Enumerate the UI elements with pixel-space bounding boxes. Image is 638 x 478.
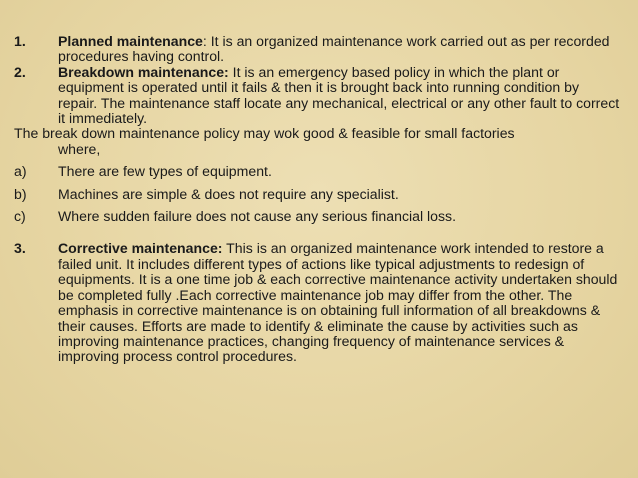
paragraph-line: The break down maintenance policy may wok good & feasible for small factories	[14, 125, 515, 142]
sub-marker: c)	[14, 208, 26, 225]
definition-text: It is an organized maintenance work carried out as per recorded procedures having control.	[58, 33, 610, 65]
definition-text: This is an organized maintenance work intended to restore a failed unit. It includes different types of actions like typical adjustments to redesign of equipments. It is a one time job & each corrective maintenance activity undertaken should be completed fully .Each corrective maintenance job may differ from the other. The emphasis in corrective maintenance is on obtaining full information of all breakdowns & their causes. Efforts are made to identify & eliminate the cause by activities such as improving maintenance practices, changing frequency of maintenance services & improving process control procedures.	[58, 240, 618, 365]
paragraph-line: where,	[58, 140, 101, 157]
slide-content	[14, 34, 620, 365]
sub-item-text: Machines are simple & does not require any specialist.	[58, 185, 399, 202]
sub-item-text: There are few types of equipment.	[58, 163, 272, 180]
term-planned-maintenance: Planned maintenance	[58, 33, 203, 49]
list-item-breakdown-maintenance	[14, 65, 620, 127]
list-item-corrective-maintenance	[14, 241, 620, 364]
list-item-body	[58, 65, 620, 127]
sub-item-c	[14, 209, 620, 224]
list-item-body	[58, 241, 620, 364]
list-item-planned-maintenance	[14, 34, 620, 65]
sub-item-a	[14, 164, 620, 179]
definition-text: It is an emergency based policy in which the plant or equipment is operated until it fails & then it is brought back into running condition by repair. The maintenance staff locate any mechanical, electrical or any other fault to correct it immediately.	[58, 63, 620, 127]
sub-marker: b)	[14, 185, 27, 202]
list-marker: 1.	[14, 33, 26, 49]
list-marker: 3.	[14, 240, 26, 257]
term-corrective-maintenance: Corrective maintenance:	[58, 240, 223, 257]
sub-item-text: Where sudden failure does not cause any serious financial loss.	[58, 208, 456, 225]
list-item-body	[58, 34, 620, 65]
term-separator: :	[202, 33, 207, 49]
term-breakdown-maintenance: Breakdown maintenance:	[58, 63, 229, 80]
sub-marker: a)	[14, 163, 27, 180]
sub-item-b	[14, 187, 620, 202]
paragraph	[14, 126, 620, 157]
list-marker: 2.	[14, 63, 26, 80]
